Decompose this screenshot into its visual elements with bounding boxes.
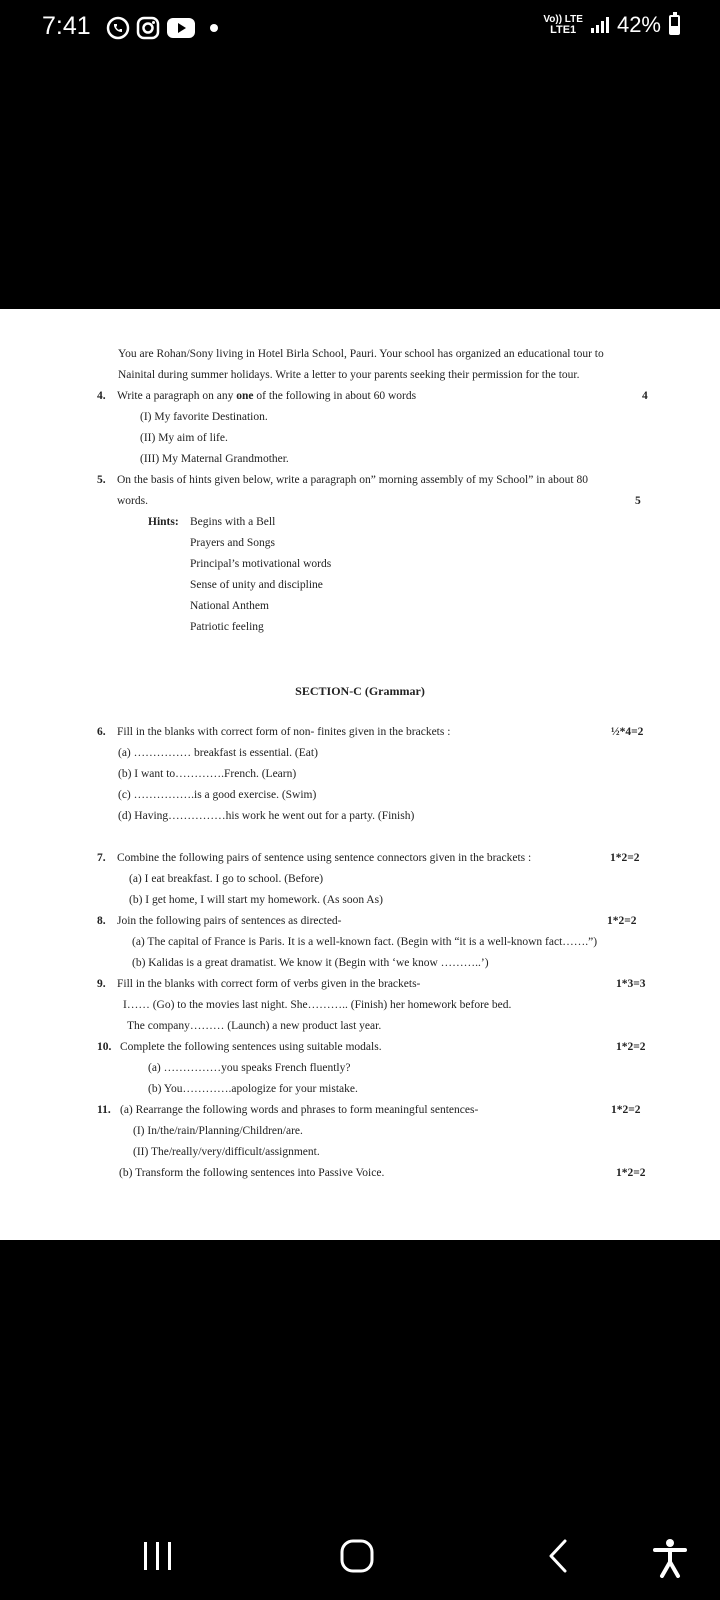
- youtube-icon: [166, 17, 196, 39]
- accessibility-icon[interactable]: [652, 1538, 688, 1578]
- q6-number: 6.: [97, 726, 106, 738]
- q5-text-2: words.: [117, 495, 148, 507]
- q9-number: 9.: [97, 978, 106, 990]
- q6-item: (b) I want to………….French. (Learn): [118, 768, 297, 780]
- clock: 7:41: [42, 12, 91, 40]
- q7-item: (b) I get home, I will start my homework. (As soon As): [129, 894, 383, 906]
- section-title: SECTION-C (Grammar): [295, 684, 425, 698]
- q9-marks: 1*3=3: [616, 978, 646, 990]
- home-icon[interactable]: [338, 1538, 378, 1574]
- q6-item: (d) Having……………his work he went out for a party. (Finish): [118, 810, 415, 822]
- q10-item: (b) You………….apologize for your mistake.: [148, 1083, 358, 1095]
- status-bar: [0, 0, 720, 54]
- q4-number: 4.: [97, 390, 106, 402]
- hint-item: Sense of unity and discipline: [190, 579, 323, 591]
- signal-icon: [591, 17, 609, 33]
- q4-item: (I) My favorite Destination.: [140, 411, 268, 423]
- q9-item: The company……… (Launch) a new product last year.: [127, 1020, 382, 1032]
- hint-item: Patriotic feeling: [190, 621, 264, 633]
- q7-item: (a) I eat breakfast. I go to school. (Before): [129, 873, 324, 885]
- document-page: [0, 309, 720, 1240]
- battery-fill: [671, 26, 678, 33]
- more-notifications-dot: [210, 24, 218, 32]
- q7-text: Combine the following pairs of sentence using sentence connectors given in the brackets :: [117, 852, 532, 864]
- q3-line-2: Nainital during summer holidays. Write a letter to your parents seeking their permission for the tour.: [118, 369, 580, 381]
- system-indicators: [543, 12, 680, 38]
- hints-label: Hints:: [148, 516, 179, 528]
- q4-item: (II) My aim of life.: [140, 432, 228, 444]
- hint-item: Principal’s motivational words: [190, 558, 332, 570]
- q10-text: Complete the following sentences using suitable modals.: [120, 1041, 382, 1053]
- phone-icon: [106, 16, 130, 40]
- q11b-text: (b) Transform the following sentences into Passive Voice.: [119, 1167, 385, 1179]
- q8-marks: 1*2=2: [607, 915, 637, 927]
- lte-label: LTE1: [550, 23, 577, 36]
- q11-marks: 1*2=2: [611, 1104, 641, 1116]
- q8-item: (b) Kalidas is a great dramatist. We know it (Begin with ‘we know ………..’): [132, 957, 489, 969]
- q7-marks: 1*2=2: [610, 852, 640, 864]
- hint-item: Prayers and Songs: [190, 537, 275, 549]
- q9-item: I…… (Go) to the movies last night. She……….. (Finish) her homework before bed.: [123, 999, 512, 1011]
- volte-label: Vo)) LTE: [543, 13, 583, 25]
- q10-number: 10.: [97, 1041, 112, 1053]
- q6-item: (a) …………… breakfast is essential. (Eat): [118, 747, 318, 759]
- q10-item: (a) ……………you speaks French fluently?: [148, 1062, 351, 1074]
- q8-number: 8.: [97, 915, 106, 927]
- q11-item: (I) In/the/rain/Planning/Children/are.: [133, 1125, 303, 1137]
- navigation-bar: [0, 1510, 720, 1600]
- q6-item: (c) …………….is a good exercise. (Swim): [118, 789, 317, 801]
- hint-item: Begins with a Bell: [190, 516, 276, 528]
- q11b-marks: 1*2=2: [616, 1167, 646, 1179]
- q3-line-1: You are Rohan/Sony living in Hotel Birla School, Pauri. Your school has organized an educational tour to: [118, 348, 604, 360]
- q8-item: (a) The capital of France is Paris. It is a well-known fact. (Begin with “it is a well-known fact…….”): [132, 936, 598, 948]
- q6-text: Fill in the blanks with correct form of non- finites given in the brackets :: [117, 726, 451, 738]
- q11-number: 11.: [97, 1104, 111, 1116]
- q10-marks: 1*2=2: [616, 1041, 646, 1053]
- notification-icons: [106, 14, 218, 42]
- q9-text: Fill in the blanks with correct form of verbs given in the brackets-: [117, 978, 421, 990]
- hint-item: National Anthem: [190, 600, 269, 612]
- q4-item: (III) My Maternal Grandmother.: [140, 453, 289, 465]
- instagram-icon: [136, 16, 160, 40]
- battery-percent: 42%: [616, 12, 661, 37]
- q11-text: (a) Rearrange the following words and phrases to form meaningful sentences-: [120, 1104, 479, 1116]
- q4-marks: 4: [642, 390, 648, 402]
- q4-text: Write a paragraph on any one of the following in about 60 words: [117, 390, 417, 402]
- battery-icon: [669, 15, 680, 35]
- network-type: [543, 15, 583, 36]
- q7-number: 7.: [97, 852, 106, 864]
- q5-number: 5.: [97, 474, 106, 486]
- q11-item: (II) The/really/very/difficult/assignment.: [133, 1146, 320, 1158]
- q8-text: Join the following pairs of sentences as directed-: [117, 915, 342, 927]
- q6-marks: ½*4=2: [611, 726, 644, 738]
- q5-marks: 5: [635, 495, 641, 507]
- q5-text: On the basis of hints given below, write a paragraph on” morning assembly of my School” in about 80: [117, 474, 588, 486]
- back-icon[interactable]: [545, 1538, 575, 1574]
- recents-icon[interactable]: [138, 1538, 178, 1574]
